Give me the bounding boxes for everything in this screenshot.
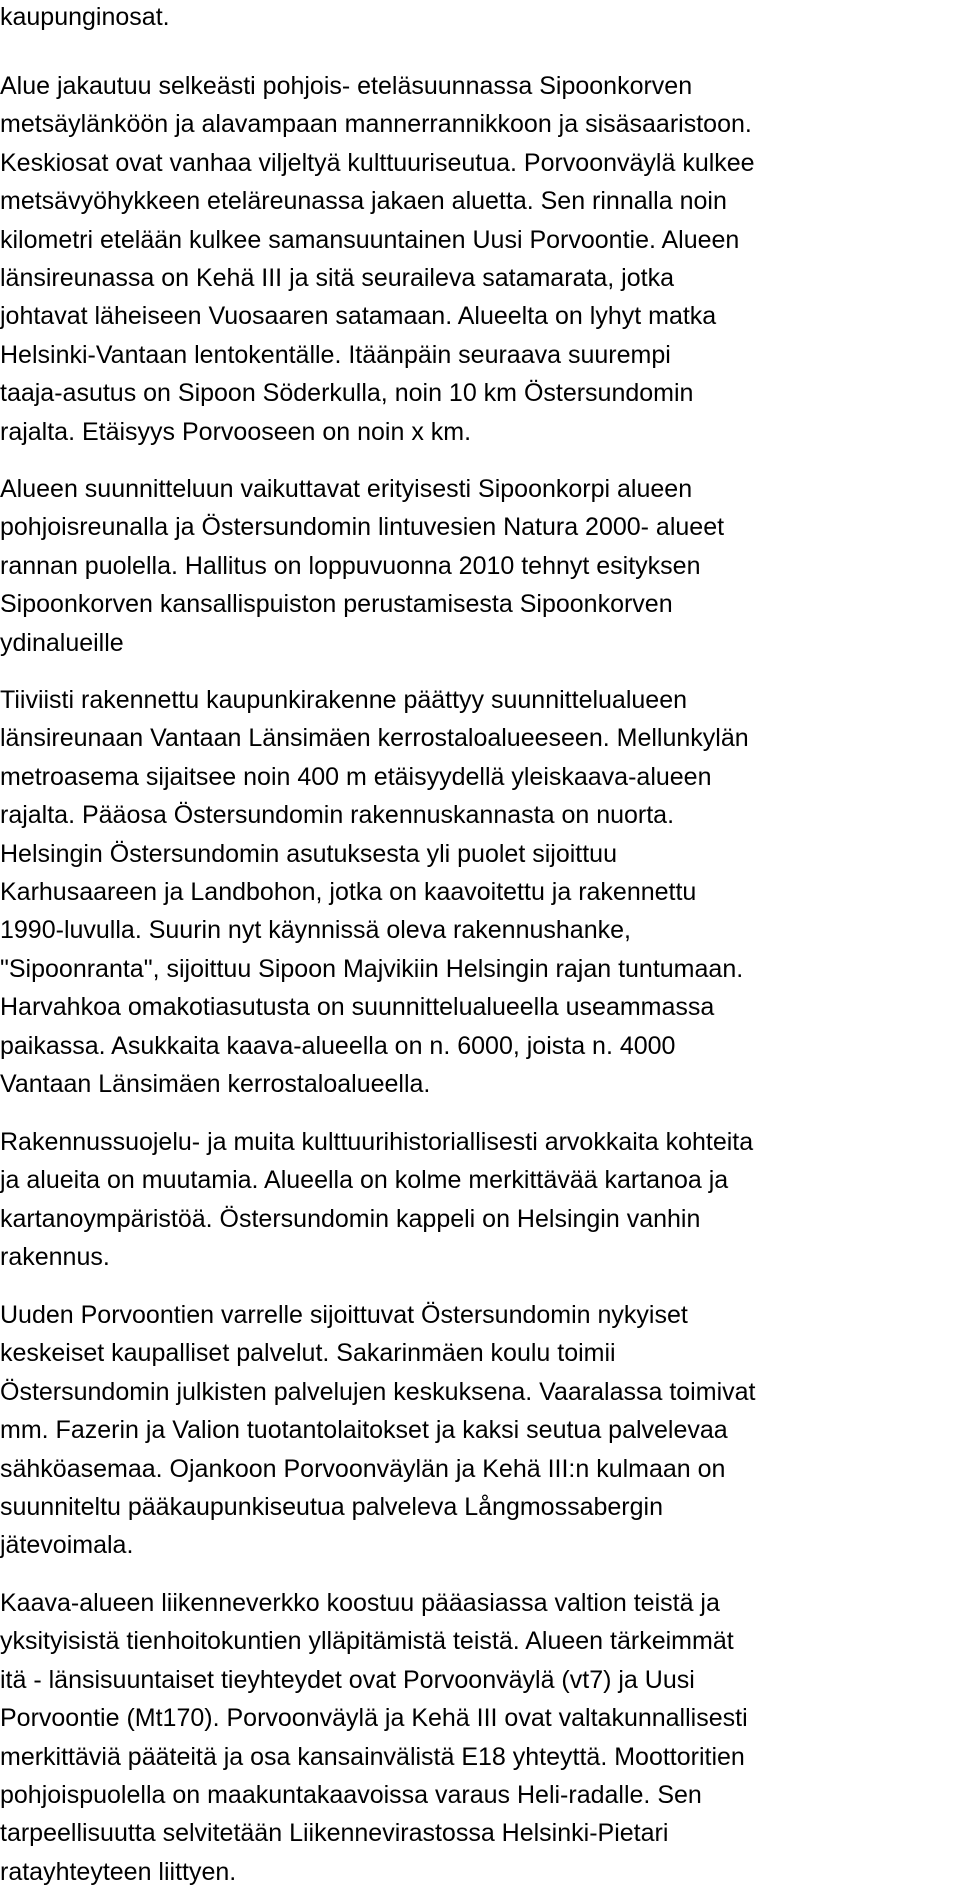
- text-line: metsävyöhykkeen eteläreunassa jakaen aluetta. Sen rinnalla noin: [0, 187, 727, 216]
- text-line: paikassa. Asukkaita kaava-alueella on n. 6000, joista n. 4000: [0, 1031, 676, 1060]
- text-line: keskeiset kaupalliset palvelut. Sakarinmäen koulu toimii: [0, 1339, 616, 1368]
- text-line: taaja-asutus on Sipoon Söderkulla, noin 10 km Östersundomin: [0, 379, 694, 408]
- text-line: rajalta. Etäisyys Porvooseen on noin x km.: [0, 417, 472, 446]
- text-line: 1990-luvulla. Suurin nyt käynnissä oleva rakennushanke,: [0, 916, 631, 945]
- text-line: Sipoonkorven kansallispuiston perustamisesta Sipoonkorven: [0, 590, 673, 619]
- paragraph: [0, 67, 940, 451]
- text-line: kartanoympäristöä. Östersundomin kappeli on Helsingin vanhin: [0, 1204, 701, 1233]
- text-line: metroasema sijaitsee noin 400 m etäisyydellä yleiskaava-alueen: [0, 762, 712, 791]
- text-line: mm. Fazerin ja Valion tuotantolaitokset ja kaksi seutua palvelevaa: [0, 1416, 728, 1445]
- text-line: Kaava-alueen liikenneverkko koostuu pääasiassa valtion teistä ja: [0, 1589, 720, 1617]
- text-line: Keskiosat ovat vanhaa viljeltyä kulttuuriseutua. Porvoonväylä kulkee: [0, 148, 755, 177]
- text-line: rajalta. Pääosa Östersundomin rakennuskannasta on nuorta.: [0, 801, 675, 830]
- text-line: sähköasemaa. Ojankoon Porvoonväylän ja Kehä III:n kulmaan on: [0, 1454, 726, 1483]
- text-line: jätevoimala.: [0, 1531, 134, 1560]
- text-line: tarpeellisuutta selvitetään Liikennevirastossa Helsinki-Pietari: [0, 1819, 669, 1848]
- paragraph: [0, 470, 940, 662]
- text-line: länsireunassa on Kehä III ja sitä seuraileva satamarata, jotka: [0, 264, 674, 293]
- text-line: Uuden Porvoontien varrelle sijoittuvat Östersundomin nykyiset: [0, 1301, 688, 1329]
- text-line: ja alueita on muutamia. Alueella on kolme merkittävää kartanoa ja: [0, 1166, 729, 1195]
- text-line: "Sipoonranta", sijoittuu Sipoon Majvikiin Helsingin rajan tuntumaan.: [0, 954, 744, 983]
- text-line: Östersundomin julkisten palvelujen keskuksena. Vaaralassa toimivat: [0, 1377, 756, 1406]
- text-line: länsireunaan Vantaan Länsimäen kerrostaloalueeseen. Mellunkylän: [0, 724, 749, 753]
- text-line: kilometri etelään kulkee samansuuntainen Uusi Porvoontie. Alueen: [0, 225, 740, 254]
- text-line: ratayhteyteen liittyen.: [0, 1857, 237, 1886]
- text-line: Helsinki-Vantaan lentokentälle. Itäänpäin seuraava suurempi: [0, 340, 671, 369]
- paragraph: [0, 1296, 940, 1565]
- text-line: rannan puolella. Hallitus on loppuvuonna 2010 tehnyt esityksen: [0, 551, 701, 580]
- text-line: itä - länsisuuntaiset tieyhteydet ovat Porvoonväylä (vt7) ja Uusi: [0, 1665, 695, 1694]
- text-line: Vantaan Länsimäen kerrostaloalueella.: [0, 1070, 431, 1099]
- text-line: pohjoispuolella on maakuntakaavoissa varaus Heli-radalle. Sen: [0, 1781, 702, 1810]
- text-line: Tiiviisti rakennettu kaupunkirakenne päättyy suunnittelualueen: [0, 686, 687, 714]
- text-line: suunniteltu pääkaupunkiseutua palveleva Långmossabergin: [0, 1493, 663, 1522]
- paragraph: [0, 0, 940, 36]
- text-line: johtavat läheiseen Vuosaaren satamaan. Alueelta on lyhyt matka: [0, 302, 717, 331]
- text-line: Harvahkoa omakotiasutusta on suunnittelualueella useammassa: [0, 993, 715, 1022]
- paragraph: [0, 681, 940, 1103]
- text-line: metsäylänköön ja alavampaan mannerrannikkoon ja sisäsaaristoon.: [0, 110, 752, 139]
- paragraph: [0, 1123, 940, 1277]
- text-line: kaupunginosat.: [0, 3, 170, 31]
- text-line: Porvoontie (Mt170). Porvoonväylä ja Kehä III ovat valtakunnallisesti: [0, 1704, 748, 1733]
- text-line: Karhusaareen ja Landbohon, jotka on kaavoitettu ja rakennettu: [0, 878, 697, 907]
- text-line: merkittäviä pääteitä ja osa kansainvälistä E18 yhteyttä. Moottoritien: [0, 1742, 745, 1771]
- paragraph: [0, 1584, 940, 1891]
- text-line: yksityisistä tienhoitokuntien ylläpitämistä teistä. Alueen tärkeimmät: [0, 1627, 734, 1656]
- text-line: Alueen suunnitteluun vaikuttavat erityisesti Sipoonkorpi alueen: [0, 475, 693, 503]
- text-line: pohjoisreunalla ja Östersundomin lintuvesien Natura 2000- alueet: [0, 513, 725, 542]
- text-line: Helsingin Östersundomin asutuksesta yli puolet sijoittuu: [0, 839, 617, 868]
- text-line: ydinalueille: [0, 628, 124, 657]
- text-line: rakennus.: [0, 1243, 110, 1272]
- text-line: Alue jakautuu selkeästi pohjois- eteläsuunnassa Sipoonkorven: [0, 72, 693, 100]
- text-line: Rakennussuojelu- ja muita kulttuurihistoriallisesti arvokkaita kohteita: [0, 1128, 754, 1156]
